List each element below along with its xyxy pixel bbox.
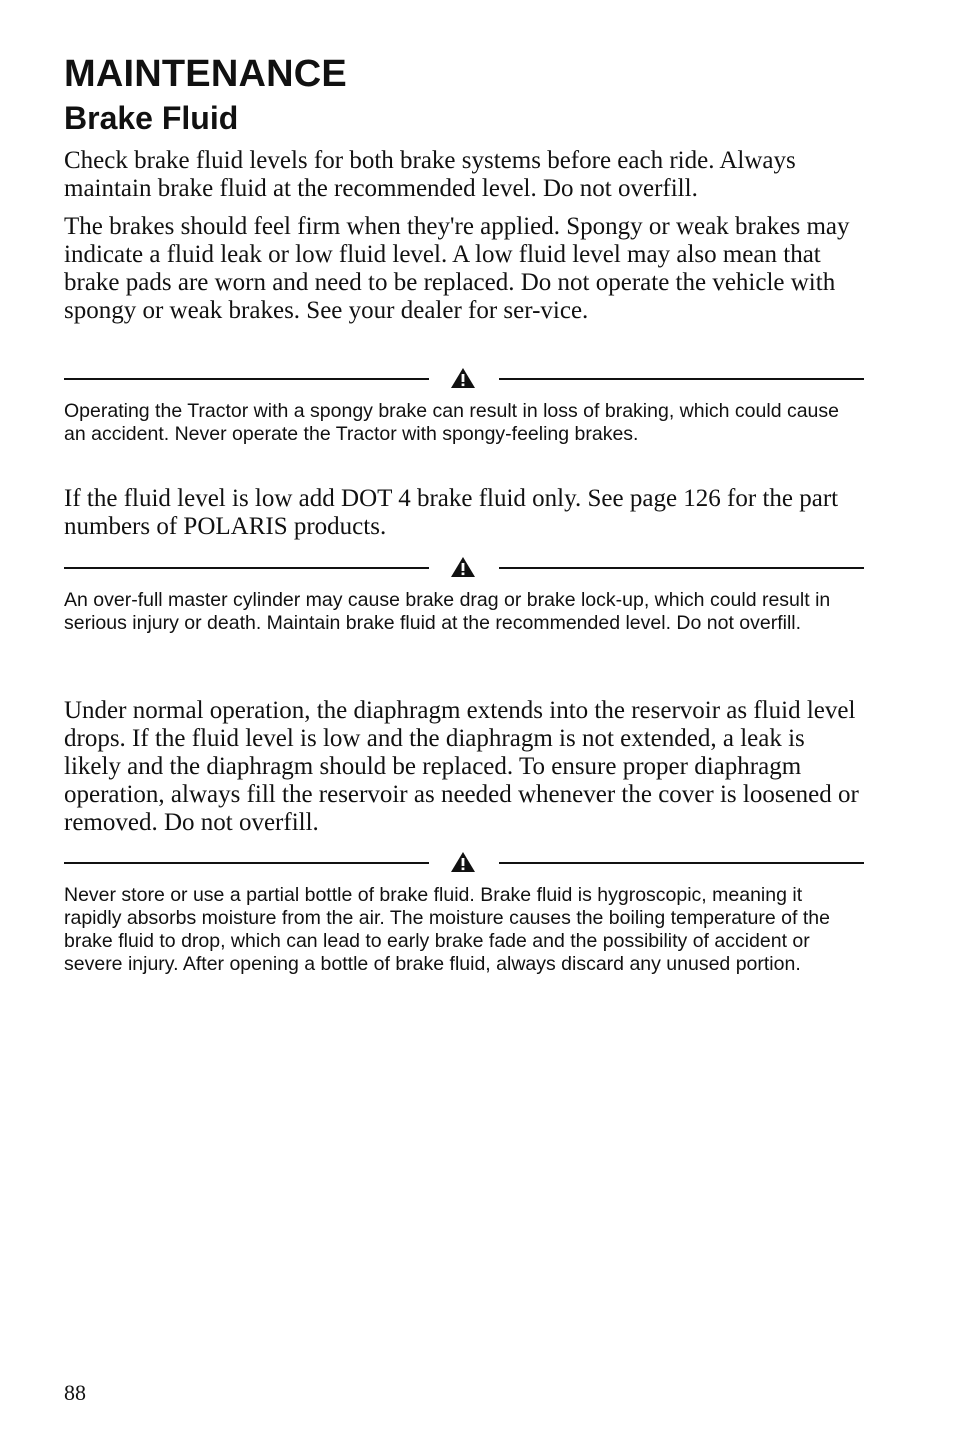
paragraph-spongy-brakes: The brakes should feel firm when they're applied. Spongy or weak brakes may indicate a fluid leak or low fluid level. A low fluid level may also mean that brake pads are worn and need to be replaced. Do not operate the vehicle with spongy or weak brakes. See your dealer for ser-vice. (64, 213, 850, 324)
warning-text-spongy: Operating the Tractor with a spongy brake can result in loss of braking, which could cause an accident. Never operate the Tractor with spongy-feeling brakes. (64, 400, 839, 445)
warning-text-partial-bottle: Never store or use a partial bottle of brake fluid. Brake fluid is hygroscopic, meaning it rapidly absorbs moisture from the air. The moisture causes the boiling temperature of the brake fluid to drop, which can lead to early brake fade and the possibility of accident or severe injury. After opening a bottle of brake fluid, always discard any unused portion. (64, 884, 830, 975)
divider-line-right (499, 862, 864, 864)
paragraph-dot4-fluid: If the fluid level is low add DOT 4 brake fluid only. See page 126 for the part numbers of POLARIS products. (64, 485, 839, 540)
divider-line-right (499, 378, 864, 380)
warning-divider (64, 851, 864, 875)
warning-triangle-icon (450, 556, 476, 578)
divider-line-left (64, 567, 429, 569)
section-title: MAINTENANCE (64, 53, 347, 95)
divider-line-right (499, 567, 864, 569)
page-title: Brake Fluid (64, 100, 239, 136)
divider-line-left (64, 862, 429, 864)
paragraph-check-levels: Check brake fluid levels for both brake systems before each ride. Always maintain brake fluid at the recommended level. Do not overfill. (64, 147, 796, 202)
warning-triangle-icon (450, 367, 476, 389)
page-number: 88 (64, 1380, 86, 1405)
warning-divider (64, 556, 864, 580)
warning-text-overfull: An over-full master cylinder may cause brake drag or brake lock-up, which could result in serious injury or death. Maintain brake fluid at the recommended level. Do not overfill. (64, 589, 831, 634)
divider-line-left (64, 378, 429, 380)
warning-triangle-icon (450, 851, 476, 873)
warning-divider (64, 367, 864, 391)
paragraph-diaphragm: Under normal operation, the diaphragm extends into the reservoir as fluid level drops. If the fluid level is low and the diaphragm is not extended, a leak is likely and the diaphragm should be replaced. To ensure proper diaphragm operation, always fill the reservoir as needed whenever the cover is loosened or removed. Do not overfill. (64, 697, 859, 836)
